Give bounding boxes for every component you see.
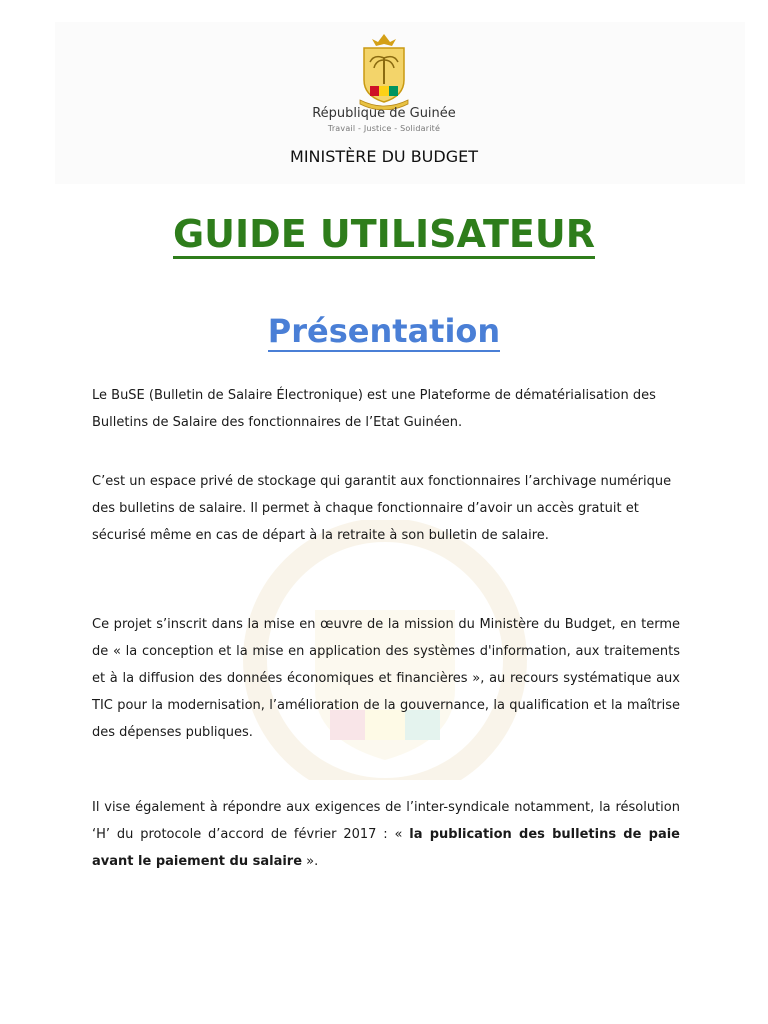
paragraph-objective-suffix: ». bbox=[302, 854, 319, 869]
national-motto: Travail - Justice - Solidarité bbox=[327, 124, 441, 133]
paragraph-objective-bold: la publication des bulletins de paie avant le paiement du salaire bbox=[92, 827, 681, 869]
section-title bbox=[0, 312, 768, 350]
paragraph-objective-prefix: Il vise également à répondre aux exigences de l’inter-syndicale notamment, la résolution ‘H’ du protocole d’accord de février 2017 : « bbox=[92, 800, 680, 842]
paragraph-intro: Le BuSE (Bulletin de Salaire Électronique) est une Plateforme de dématérialisation des Bulletins de Salaire des fonctionnaires de l’Etat Guinéen. bbox=[92, 388, 656, 430]
document-title-text: GUIDE UTILISATEUR bbox=[173, 212, 595, 259]
section-title-text: Présentation bbox=[267, 312, 501, 350]
ministry-name: MINISTÈRE DU BUDGET bbox=[290, 147, 478, 166]
document-title bbox=[0, 212, 768, 256]
coat-of-arms-icon bbox=[352, 30, 416, 110]
paragraph-objective bbox=[92, 794, 680, 875]
paragraph-storage: C’est un espace privé de stockage qui garantit aux fonctionnaires l’archivage numérique des bulletins de salaire. Il permet à chaque fonctionnaire d’avoir un accès gratuit et sécurisé même en cas de départ à la retraite à son bulletin de salaire. bbox=[92, 474, 672, 543]
paragraph-project: Ce projet s’inscrit dans la mise en œuvre de la mission du Ministère du Budget, en terme de « la conception et la mise en application des systèmes d'information, aux traitements et à la diffusion des données économiques et financières », au recours systématique aux TIC pour la modernisation, l’amélioration de la gouvernance, la qualification et la maîtrise des dépenses publiques. bbox=[92, 617, 680, 740]
country-name: République de Guinée bbox=[312, 106, 456, 121]
